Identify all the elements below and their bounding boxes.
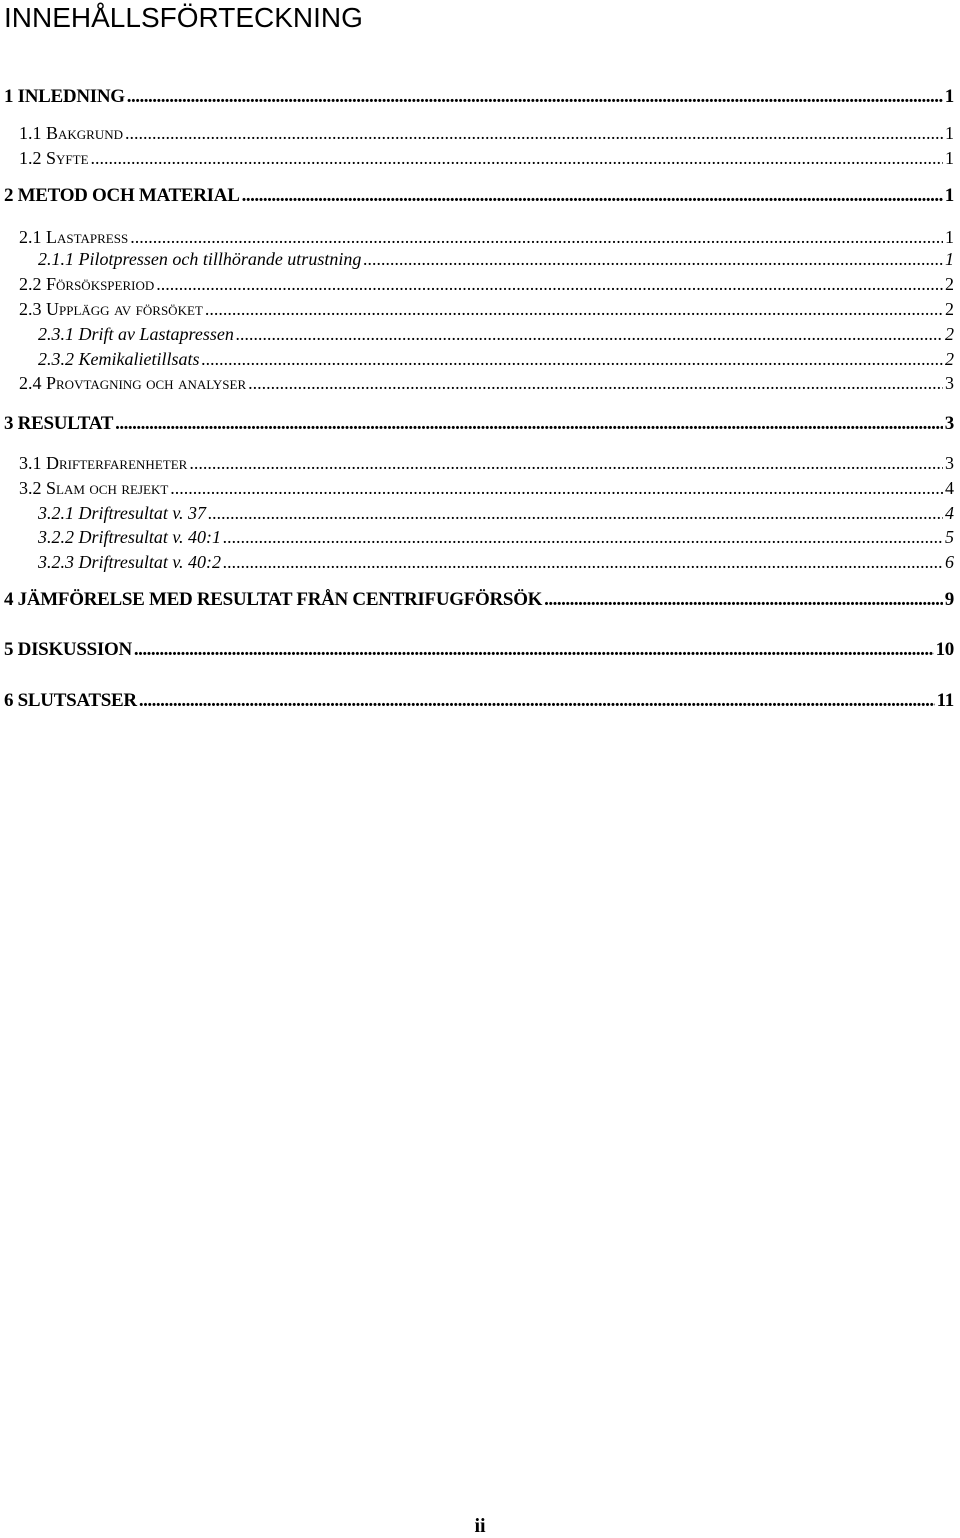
toc-title: DISKUSSION — [17, 639, 132, 660]
toc-entry-1-1[interactable] — [19, 121, 954, 145]
dot-leader — [134, 638, 934, 662]
toc-number: 1.2 — [19, 148, 42, 168]
toc-number: 2.1.1 — [38, 249, 74, 269]
dot-leader — [205, 297, 943, 321]
toc-entry-2-3-2[interactable] — [38, 347, 954, 371]
toc-number: 3.2.2 — [38, 527, 74, 547]
toc-page-number: 2 — [945, 349, 954, 369]
dot-leader — [208, 501, 943, 525]
toc-title: Slam och rejekt — [46, 478, 169, 498]
toc-number: 1 — [4, 86, 14, 107]
toc-page-number: 10 — [935, 639, 954, 660]
toc-entry-2-1-1[interactable] — [38, 247, 954, 271]
toc-entry-2-1[interactable] — [19, 225, 954, 249]
dot-leader — [202, 347, 944, 371]
toc-title: Bakgrund — [46, 123, 124, 143]
toc-number: 2.3.1 — [38, 324, 74, 344]
toc-page-number: 9 — [944, 589, 954, 610]
toc-number: 2.4 — [19, 373, 42, 393]
toc-title: Drift av Lastapressen — [78, 324, 234, 344]
toc-page-number: 2 — [945, 274, 954, 294]
toc-entry-2-4[interactable] — [19, 371, 954, 395]
toc-title: Kemikalietillsats — [78, 349, 200, 369]
dot-leader — [236, 322, 943, 346]
dot-leader — [223, 550, 943, 574]
dot-leader — [127, 85, 943, 109]
toc-number: 1.1 — [19, 123, 42, 143]
dot-leader — [91, 146, 943, 170]
toc-page-number: 3 — [945, 453, 954, 473]
toc-title: Drifterfarenheter — [46, 453, 188, 473]
toc-title: Provtagning och analyser — [46, 373, 247, 393]
toc-page-number: 4 — [945, 478, 954, 498]
toc-title: SLUTSATSER — [17, 690, 137, 711]
dot-leader — [248, 371, 943, 395]
toc-title: Driftresultat v. 37 — [78, 503, 206, 523]
toc-page-number: 3 — [944, 413, 954, 434]
toc-page-number: 1 — [944, 185, 954, 206]
toc-page-number: 2 — [945, 324, 954, 344]
page-title: INNEHÅLLSFÖRTECKNING — [4, 2, 363, 33]
dot-leader — [156, 272, 943, 296]
toc-entry-3-2-2[interactable] — [38, 525, 954, 549]
toc-title: Driftresultat v. 40:2 — [78, 552, 221, 572]
toc-number: 3 — [4, 413, 14, 434]
toc-title: RESULTAT — [17, 413, 114, 434]
toc-page-number: 1 — [944, 86, 954, 107]
toc-page-number: 1 — [945, 227, 954, 247]
toc-number: 4 — [4, 589, 14, 610]
toc-number: 2.2 — [19, 274, 42, 294]
toc-number: 3.2.3 — [38, 552, 74, 572]
toc-entry-3-2-3[interactable] — [38, 550, 954, 574]
dot-leader — [130, 225, 943, 249]
toc-number: 3.2 — [19, 478, 42, 498]
toc-page-number: 1 — [945, 123, 954, 143]
dot-leader — [115, 412, 943, 436]
toc-title: Lastapress — [46, 227, 129, 247]
toc-number: 2.3.2 — [38, 349, 74, 369]
toc-title: Pilotpressen och tillhörande utrustning — [78, 249, 362, 269]
dot-leader — [125, 121, 943, 145]
toc-page-number: 4 — [945, 503, 954, 523]
toc-entry-2-3[interactable] — [19, 297, 954, 321]
dot-leader — [170, 476, 943, 500]
dot-leader — [544, 588, 943, 612]
toc-title: JÄMFÖRELSE MED RESULTAT FRÅN CENTRIFUGFÖRSÖK — [17, 589, 543, 610]
toc-entry-3[interactable] — [4, 412, 954, 436]
toc-page-number: 11 — [936, 690, 954, 711]
toc-title: METOD OCH MATERIAL — [17, 185, 240, 206]
toc-entry-2-2[interactable] — [19, 272, 954, 296]
dot-leader — [223, 525, 943, 549]
dot-leader — [189, 451, 943, 475]
toc-entry-2-3-1[interactable] — [38, 322, 954, 346]
toc-entry-1[interactable] — [4, 85, 954, 109]
toc-entry-3-2[interactable] — [19, 476, 954, 500]
dot-leader — [139, 689, 935, 713]
toc-entry-5[interactable] — [4, 638, 954, 662]
toc-entry-1-2[interactable] — [19, 146, 954, 170]
toc-title: Driftresultat v. 40:1 — [78, 527, 221, 547]
toc-title: INLEDNING — [17, 86, 125, 107]
toc-number: 2 — [4, 185, 14, 206]
toc-number: 6 — [4, 690, 14, 711]
dot-leader — [363, 247, 943, 271]
toc-number: 5 — [4, 639, 14, 660]
toc-entry-4[interactable] — [4, 588, 954, 612]
dot-leader — [242, 184, 943, 208]
toc-number: 2.1 — [19, 227, 42, 247]
toc-entry-2[interactable] — [4, 184, 954, 208]
toc-entry-6[interactable] — [4, 689, 954, 713]
toc-number: 2.3 — [19, 299, 42, 319]
toc-entry-3-2-1[interactable] — [38, 501, 954, 525]
page-number-footer: ii — [474, 1515, 486, 1537]
toc-number: 3.1 — [19, 453, 42, 473]
toc-title: Syfte — [46, 148, 89, 168]
toc-title: Försöksperiod — [46, 274, 155, 294]
toc-page-number: 3 — [945, 373, 954, 393]
toc-page-number: 1 — [945, 148, 954, 168]
toc-page-number: 1 — [945, 249, 954, 269]
toc-page-number: 2 — [945, 299, 954, 319]
toc-entry-3-1[interactable] — [19, 451, 954, 475]
toc-number: 3.2.1 — [38, 503, 74, 523]
toc-title: Upplägg av försöket — [46, 299, 203, 319]
toc-page-number: 5 — [945, 527, 954, 547]
toc-page-number: 6 — [945, 552, 954, 572]
